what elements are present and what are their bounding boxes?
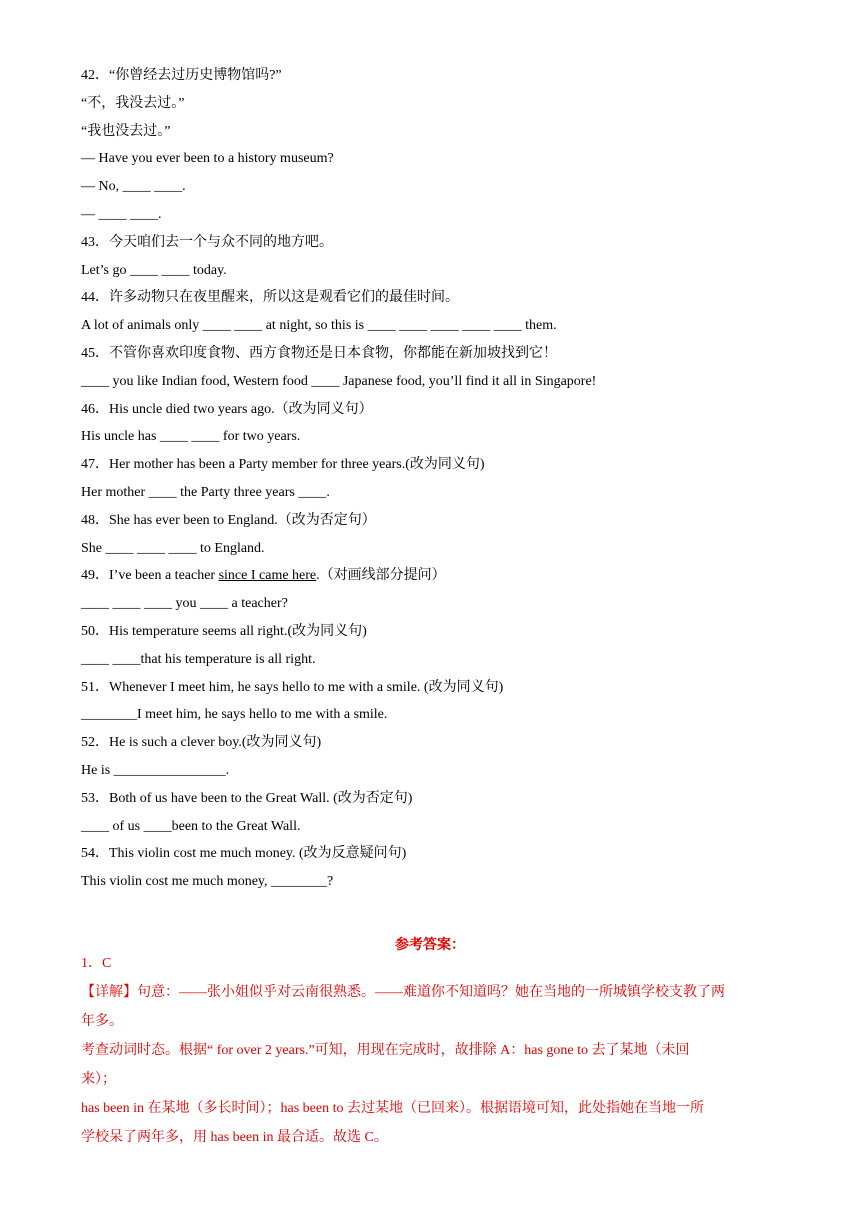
question-44-prompt: 44．许多动物只在夜里醒来，所以这是观看它们的最佳时间。 xyxy=(81,290,459,306)
answer-line: 【详解】句意：——张小姐似乎对云南很熟悉。——难道你不知道吗？她在当地的一所城镇学校支教了两 xyxy=(81,985,725,1000)
question-53-blank-line: ____ of us ____been to the Great Wall. xyxy=(81,818,301,834)
answer-line: 来）； xyxy=(81,1072,116,1087)
question-46-prompt: 46．His uncle died two years ago.（改为同义句） xyxy=(81,401,373,417)
answer-line: 学校呆了两年多，用 has been in 最合适。故选 C。 xyxy=(81,1130,388,1145)
answer-section xyxy=(81,953,781,1156)
question-43-blank-line: Let’s go ____ ____ today. xyxy=(81,262,227,278)
question-54-prompt: 54．This violin cost me much money. (改为反意疑问句) xyxy=(81,846,407,862)
question-48-blank-line: She ____ ____ ____ to England. xyxy=(81,540,265,556)
question-52-prompt: 52．He is such a clever boy.(改为同义句) xyxy=(81,735,322,751)
exercise-list xyxy=(81,66,801,900)
question-47-blank-line: Her mother ____ the Party three years ____. xyxy=(81,484,330,500)
question-45-prompt: 45．不管你喜欢印度食物、西方食物还是日本食物，你都能在新加坡找到它！ xyxy=(81,345,557,361)
question-42-line: — Have you ever been to a history museum? xyxy=(81,151,334,167)
question-49-blank-line: ____ ____ ____ you ____ a teacher? xyxy=(81,596,288,612)
answer-line: has been in 在某地（多长时间）；has been to 去过某地（已回来）。根据语境可知，此处指她在当地一所 xyxy=(81,1101,704,1116)
question-46-blank-line: His uncle has ____ ____ for two years. xyxy=(81,429,301,445)
question-42-line: “我也没去过。” xyxy=(81,123,171,139)
question-53-prompt: 53．Both of us have been to the Great Wall. (改为否定句) xyxy=(81,790,413,806)
underlined-phrase: since I came here xyxy=(218,568,317,584)
question-44-blank-line: A lot of animals only ____ ____ at night, so this is ____ ____ ____ ____ ____ them. xyxy=(81,318,557,334)
question-42-line: — No, ____ ____. xyxy=(81,179,186,195)
answer-line: 年多。 xyxy=(81,1014,123,1029)
question-42-line: — ____ ____. xyxy=(81,206,162,222)
question-49-prompt xyxy=(81,566,801,594)
question-43-prompt: 43．今天咱们去一个与众不同的地方吧。 xyxy=(81,234,333,250)
question-42-line: “不，我没去过。” xyxy=(81,95,185,111)
question-47-prompt: 47．Her mother has been a Party member for three years.(改为同义句) xyxy=(81,457,485,473)
answer-line: 考查动词时态。根据“ for over 2 years.”可知，用现在完成时，故排除 A：has gone to 去了某地（未回 xyxy=(81,1043,690,1058)
question-51-blank-line: ________I meet him, he says hello to me with a smile. xyxy=(81,707,388,723)
question-54-blank-line: This violin cost me much money, ________? xyxy=(81,874,334,890)
answer-line: 1．C xyxy=(81,956,112,971)
question-50-prompt: 50．His temperature seems all right.(改为同义句) xyxy=(81,623,367,639)
question-51-prompt: 51．Whenever I meet him, he says hello to me with a smile. (改为同义句) xyxy=(81,679,504,695)
question-45-blank-line: ____ you like Indian food, Western food ____ Japanese food, you’ll find it all in Singapore! xyxy=(81,373,597,389)
question-48-prompt: 48．She has ever been to England.（改为否定句） xyxy=(81,512,376,528)
question-42-prompt: 42．“你曾经去过历史博物馆吗?” xyxy=(81,68,282,83)
answers-heading: 参考答案： xyxy=(395,938,465,953)
question-50-blank-line: ____ ____that his temperature is all right. xyxy=(81,651,316,667)
question-49-text: 49．I’ve been a teacher xyxy=(81,568,219,584)
question-52-blank-line: He is ________________. xyxy=(81,762,230,778)
question-49-instruction: .（对画线部分提问） xyxy=(316,568,446,584)
